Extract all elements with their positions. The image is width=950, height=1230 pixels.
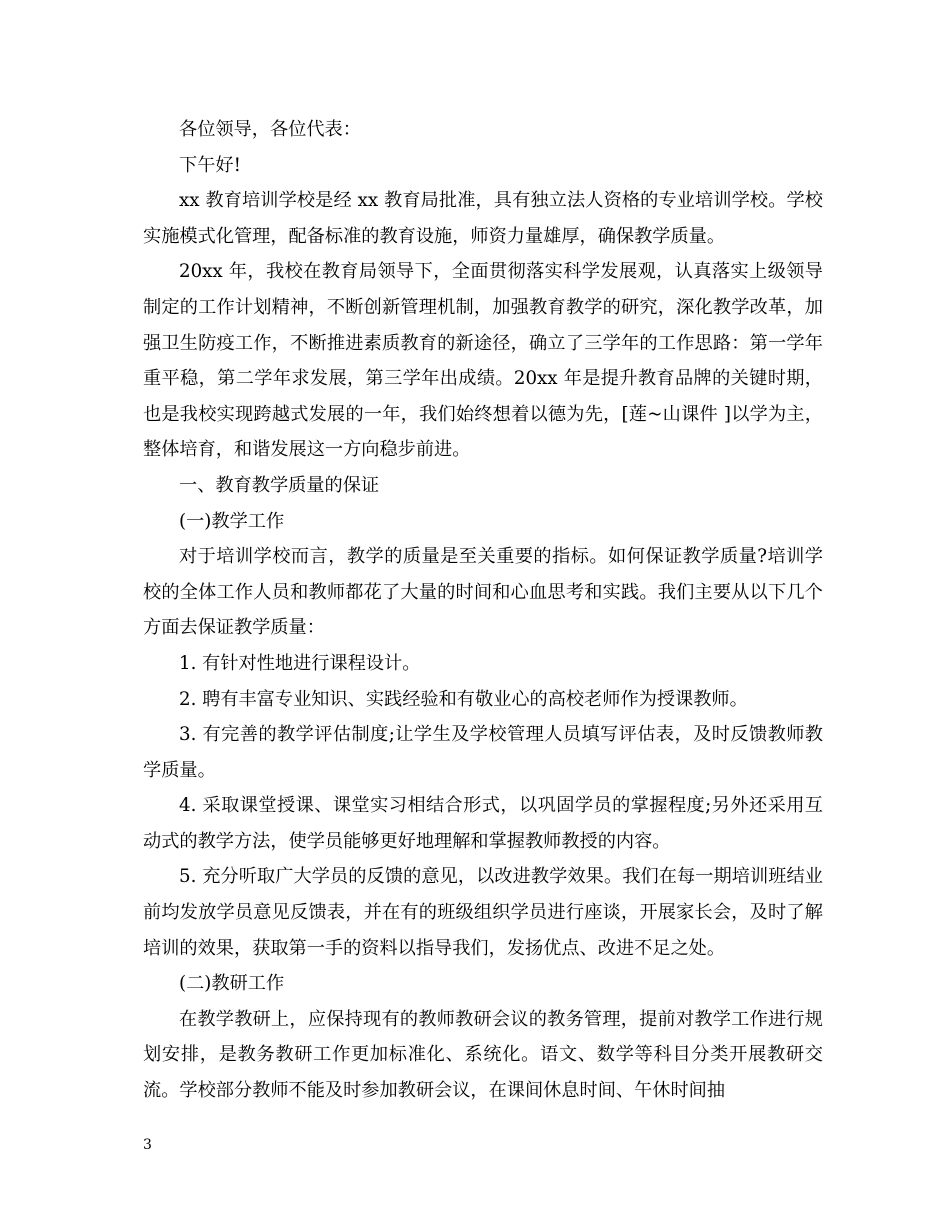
research-paragraph: 在教学教研上，应保持现有的教师教研会议的教务管理，提前对教学工作进行规划安排，是教务教研工作更加标准化、系统化。语文、数学等科目分类开展教研交流。学校部分教师不能及时参加教研会议，在课间休息时间、午休时间抽 — [143, 1008, 823, 1102]
list-item: 4. 采取课堂授课、课堂实习相结合形式，以巩固学员的掌握程度;另外还采用互动式的教学方法，使学员能够更好地理解和掌握教师教授的内容。 — [143, 795, 823, 852]
subsection-heading-teaching: (一)教学工作 — [179, 510, 285, 532]
list-item: 5. 充分听取广大学员的反馈的意见，以改进教学效果。我们在每一期培训班结业前均发放学员意见反馈表，并在有的班级组织学员进行座谈，开展家长会，及时了解培训的效果，获取第一手的资料以指导我们，发扬优点、改进不足之处。 — [143, 866, 823, 959]
subsection-heading-research: (二)教研工作 — [179, 973, 285, 995]
greeting-line: 各位领导，各位代表： — [179, 119, 361, 140]
school-intro-paragraph: xx 教育培训学校是经 xx 教育局批准，具有独立法人资格的专业培训学校。学校实施模式化管理，配备标准的教育设施，师资力量雄厚，确保教学质量。 — [143, 190, 823, 247]
salutation-line: 下午好! — [179, 154, 241, 176]
teaching-quality-paragraph: 对于培训学校而言，教学的质量是至关重要的指标。如何保证教学质量?培训学校的全体工作人员和教师都花了大量的时间和心血思考和实践。我们主要从以下几个方面去保证教学质量： — [143, 546, 823, 639]
annual-overview-paragraph: 20xx 年，我校在教育局领导下，全面贯彻落实科学发展观，认真落实上级领导制定的工作计划精神，不断创新管理机制，加强教育教学的研究，深化教学改革，加强卫生防疫工作，不断推进素质教育的新途径，确立了三学年的工作思路：第一学年重平稳，第二学年求发展，第三学年出成绩。20xx 年是提升教育品牌的关键时期，也是我校实现跨越式发展的一年，我们始终想着以德为先，[莲~山课件 ]以学为主，整体培育，和谐发展这一方向稳步前进。 — [143, 261, 823, 461]
document-body — [143, 112, 823, 1109]
page-number: 3 — [143, 1137, 152, 1153]
list-item: 2. 聘有丰富专业知识、实践经验和有敬业心的高校老师作为授课教师。 — [179, 688, 748, 710]
list-item: 3. 有完善的教学评估制度;让学生及学校管理人员填写评估表，及时反馈教师教学质量。 — [143, 724, 823, 781]
section-heading: 一、教育教学质量的保证 — [179, 474, 380, 496]
list-item: 1. 有针对性地进行课程设计。 — [179, 652, 421, 674]
